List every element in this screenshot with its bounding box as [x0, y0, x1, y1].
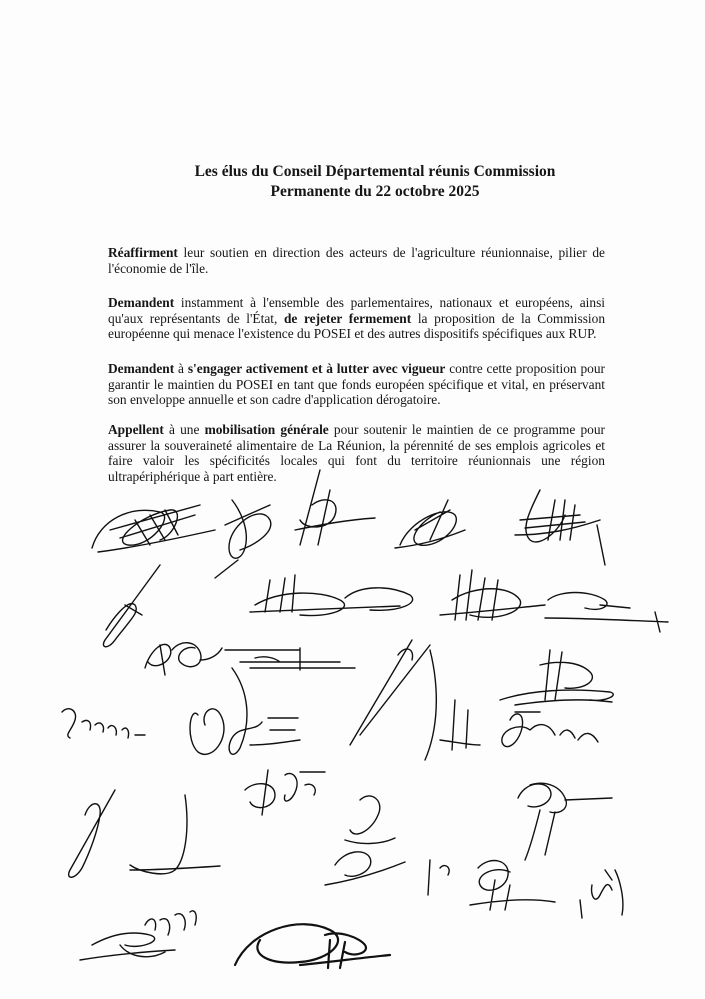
paragraph-lead: Demandent: [108, 361, 175, 376]
signature-16: [425, 650, 480, 760]
paragraph-lead: Réaffirment: [108, 245, 178, 260]
paragraph-text: contre cette proposition pour garantir le maintien du POSEI en tant que fonds européen spécifique et vital, en préservant son enveloppe annuelle et son cadre d'application dérogatoire.: [108, 361, 605, 408]
paragraph-appellent: [108, 422, 605, 484]
paragraph-text: à une: [163, 422, 205, 437]
title-line-2: Permanente du 22 octobre 2025: [270, 183, 480, 200]
signature-21: [518, 783, 612, 860]
paragraph-demandent-rejeter: [108, 295, 605, 342]
signature-17: [502, 712, 598, 747]
signature-10: [145, 643, 222, 675]
signature-6: [103, 565, 160, 647]
document-title: [120, 162, 630, 202]
signature-13: [500, 650, 613, 705]
paragraph-reaffirment: [108, 245, 605, 276]
signature-5: [515, 490, 605, 565]
signature-2: [215, 500, 271, 578]
paragraph-emphasis: mobilisation générale: [204, 422, 329, 437]
signature-11: [225, 648, 355, 670]
signature-9: [545, 593, 668, 633]
paragraph-emphasis: s'engager activement et à lutter avec vigueur: [187, 361, 446, 376]
signature-1: [92, 505, 215, 552]
paragraph-demandent-engager: [108, 361, 605, 408]
paragraph-text: instamment à l'ensemble des parlementaires, nationaux et européens, ainsi qu'aux représentants de l'État,: [108, 295, 605, 326]
signature-26: [80, 911, 196, 960]
signature-7: [250, 575, 413, 616]
signature-18: [69, 790, 115, 877]
signature-25: [580, 870, 623, 918]
paragraph-text: pour soutenir le maintien de ce programme pour assurer la souveraineté alimentaire de La Réunion, la pérennité de ses emplois agricoles et faire valoir les spécificités locales qui font du territoire réunionnais une région ultrapériphérique à part entière.: [108, 422, 605, 484]
signature-20: [245, 770, 325, 815]
paragraph-emphasis: de rejeter fermement: [283, 310, 412, 326]
signature-23: [325, 852, 449, 895]
signature-22: [345, 796, 395, 844]
signature-12: [350, 640, 430, 745]
title-line-1: Les élus du Conseil Départemental réunis Commission: [194, 163, 556, 180]
signature-14: [62, 709, 145, 738]
paragraph-text: leur soutien en direction des acteurs de l'agriculture réunionnaise, pilier de l'économie de l'île.: [108, 245, 605, 276]
signature-27: [235, 924, 390, 968]
paragraph-lead: Appellent: [108, 422, 164, 437]
signature-19: [130, 795, 220, 874]
signature-4: [395, 500, 465, 548]
paragraph-lead: Demandent: [108, 295, 175, 310]
paragraph-text: la proposition de la Commission européenne qui menace l'existence du POSEI et des autres dispositifs spécifiques aux RUP.: [108, 310, 606, 342]
signature-24: [470, 861, 555, 910]
signature-15: [190, 668, 300, 754]
signature-8: [440, 570, 545, 620]
paragraph-text: à: [174, 361, 188, 376]
